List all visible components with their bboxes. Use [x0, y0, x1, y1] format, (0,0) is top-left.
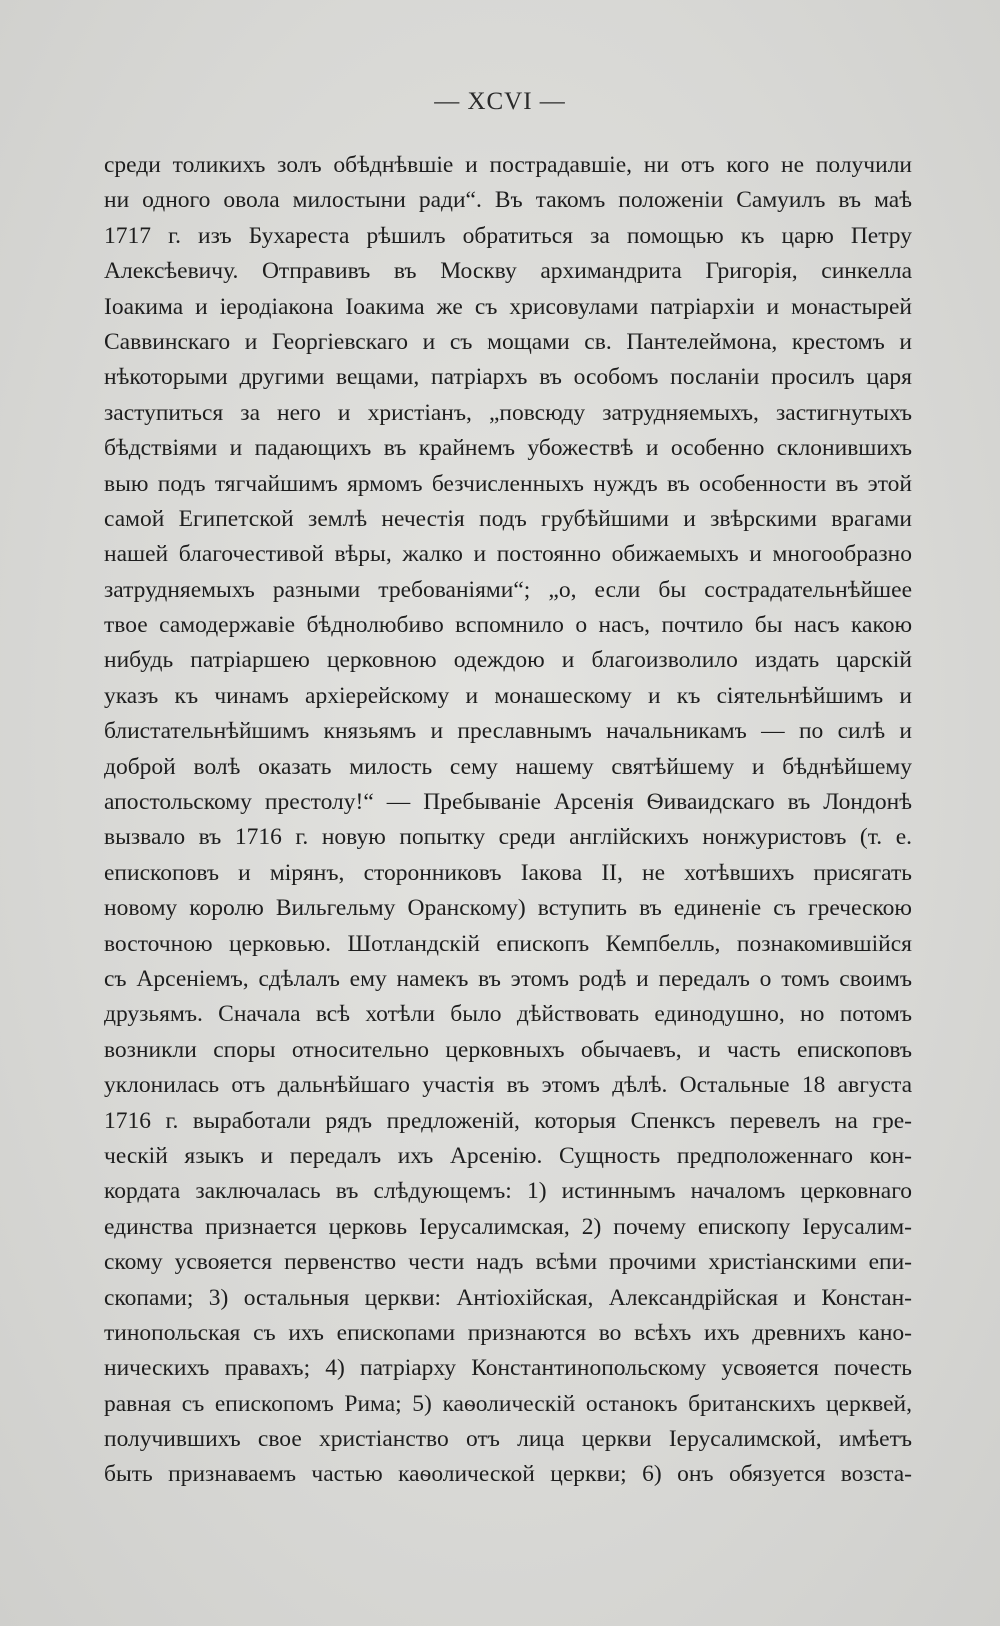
text-line: бѣдствіями и падающихъ въ крайнемъ убожествѣ и особенно склонившихъ: [104, 435, 912, 462]
text-line: блистательнѣйшимъ князьямъ и преславнымъ начальникамъ — по силѣ и: [104, 718, 912, 745]
text-line: указъ къ чинамъ архіерейскому и монашескому и къ сіятельнѣйшимъ и: [104, 682, 912, 709]
text-line: твое самодержавіе бѣднолюбиво вспомнило о насъ, почтило бы насъ какою: [104, 612, 912, 639]
text-line: нашей благочестивой вѣры, жалко и постоянно обижаемыхъ и многообразно: [104, 541, 912, 568]
text-line: нѣкоторыми другими вещами, патріархъ въ особомъ посланіи просилъ царя: [104, 364, 912, 391]
text-line: получившихъ свое христіанство отъ лица церкви Іерусалимской, имѣетъ: [104, 1426, 912, 1453]
body-text: [104, 148, 912, 1493]
text-line: скому усвояется первенство чести надъ всѣми прочими христіанскими епи-: [104, 1249, 912, 1276]
text-line: апостольскому престолу!“ — Пребываніе Арсенія Ѳиваидскаго въ Лондонѣ: [104, 789, 912, 816]
text-line: новому королю Вильгельму Оранскому) вступить въ единеніе съ греческою: [104, 895, 912, 922]
text-line: заступиться за него и христіанъ, „повсюду затрудняемыхъ, застигнутыхъ: [104, 399, 912, 426]
text-line: Саввинскаго и Георгіевскаго и съ мощами св. Пантелеймона, крестомъ и: [104, 328, 912, 355]
text-line: ни одного овола милостыни ради“. Въ такомъ положеніи Самуилъ въ маѣ: [104, 187, 912, 214]
text-line: 1716 г. выработали рядъ предложеній, которыя Спенксъ перевелъ на гре-: [104, 1107, 912, 1134]
text-line: кордата заключалась въ слѣдующемъ: 1) истиннымъ началомъ церковнаго: [104, 1178, 912, 1205]
text-line: возникли споры относительно церковныхъ обычаевъ, и часть епископовъ: [104, 1036, 912, 1063]
text-line: равная съ епископомъ Рима; 5) каѳолическій останокъ британскихъ церквей,: [104, 1390, 912, 1417]
text-line: единства признается церковь Іерусалимская, 2) почему епископу Іерусалим-: [104, 1213, 912, 1240]
text-line: Іоакима и іеродіакона Іоакима же съ хрисовулами патріархіи и монастырей: [104, 293, 912, 320]
text-line: съ Арсеніемъ, сдѣлалъ ему намекъ въ этомъ родѣ и передалъ о томъ своимъ: [104, 965, 912, 992]
text-line: выю подъ тягчайшимъ ярмомъ безчисленныхъ нуждъ въ особенности въ этой: [104, 470, 912, 497]
text-line: Алексѣевичу. Отправивъ въ Москву архимандрита Григорія, синкелла: [104, 258, 912, 285]
text-line: восточною церковью. Шотландскій епископъ Кемпбелль, познакомившійся: [104, 930, 912, 957]
text-line: вызвало въ 1716 г. новую попытку среди англійскихъ нонжуристовъ (т. е.: [104, 824, 912, 851]
text-line: ническихъ правахъ; 4) патріарху Константинопольскому усвояется почесть: [104, 1355, 912, 1382]
text-line: среди толикихъ золъ обѣднѣвшіе и пострадавшіе, ни отъ кого не получили: [104, 152, 912, 178]
page-number-header: — XCVI —: [434, 88, 566, 115]
text-line: 1717 г. изъ Бухареста рѣшилъ обратиться за помощью къ царю Петру: [104, 222, 912, 249]
text-line: ческій языкъ и передалъ ихъ Арсенію. Сущность предположеннаго кон-: [104, 1142, 912, 1169]
text-line: нибудь патріаршею церковною одеждою и благоизволило издать царскій: [104, 647, 912, 674]
text-line: епископовъ и мірянъ, сторонниковъ Іакова II, не хотѣвшихъ присягать: [104, 859, 912, 886]
text-line: уклонилась отъ дальнѣйшаго участія въ этомъ дѣлѣ. Остальные 18 августа: [104, 1072, 912, 1099]
text-line: затрудняемыхъ разными требованіями“; „о, если бы сострадательнѣйшее: [104, 576, 912, 603]
text-line: тинопольская съ ихъ епископами признаются во всѣхъ ихъ древнихъ кано-: [104, 1319, 912, 1346]
text-line: друзьямъ. Сначала всѣ хотѣли было дѣйствовать единодушно, но потомъ: [104, 1001, 912, 1028]
text-line: быть признаваемъ частью каѳолической церкви; 6) онъ обязуется возста-: [104, 1461, 912, 1488]
text-line: доброй волѣ оказать милость сему нашему святѣйшему и бѣднѣйшему: [104, 753, 912, 780]
text-line: скопами; 3) остальныя церкви: Антіохійская, Александрійская и Констан-: [104, 1284, 912, 1311]
text-line: самой Египетской землѣ нечестія подъ грубѣйшими и звѣрскими врагами: [104, 505, 912, 532]
